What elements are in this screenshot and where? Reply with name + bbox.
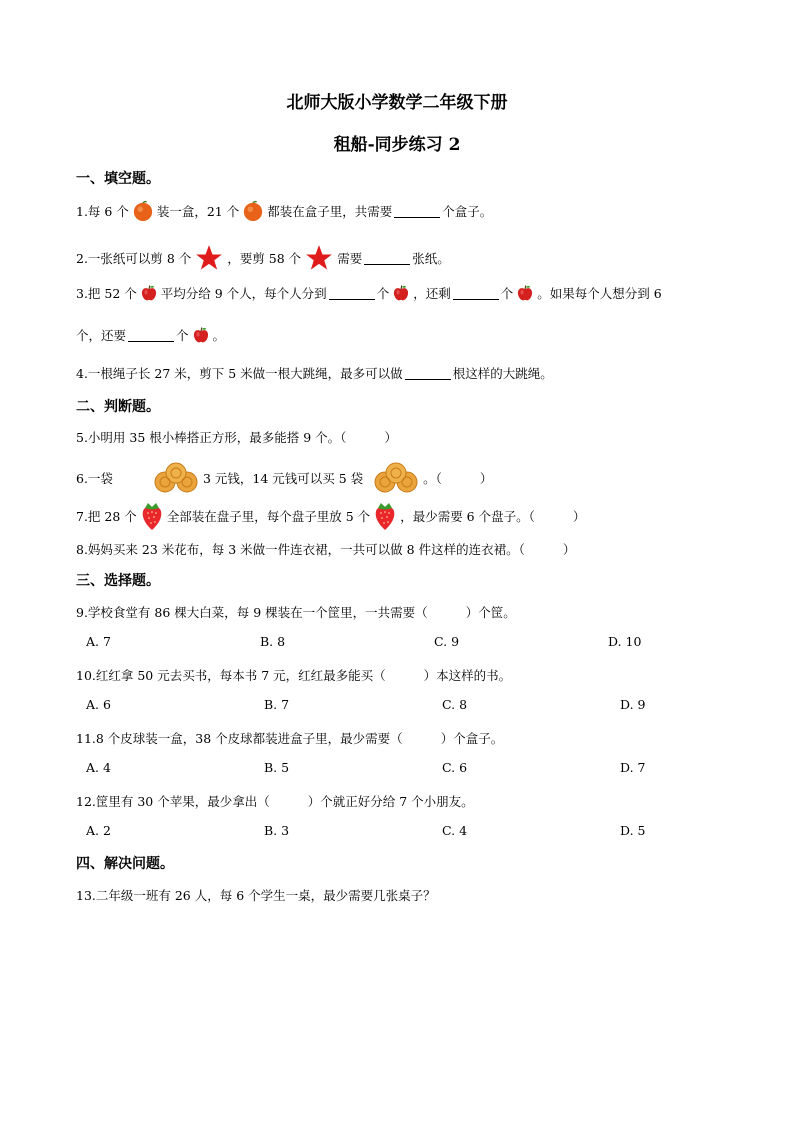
cookie-icon xyxy=(153,462,201,494)
question-3-cont: 个，还要 个 。 xyxy=(76,328,226,343)
red-star-icon xyxy=(194,244,224,272)
question-11: 11.8 个皮球装一盒，38 个皮球都装进盒子里，最少需要（ ）个盒子。 xyxy=(76,731,504,746)
option-b[interactable]: B. 8 xyxy=(260,634,286,649)
option-b[interactable]: B. 5 xyxy=(264,760,290,775)
apple-icon xyxy=(392,284,410,302)
question-1: 1.每 6 个 装一盒，21 个 都装在盒子里，共需要 个盒子。 xyxy=(76,200,492,222)
option-a[interactable]: A. 4 xyxy=(86,760,111,775)
answer-blank[interactable] xyxy=(453,287,499,300)
option-a[interactable]: A. 2 xyxy=(86,823,111,838)
question-8: 8.妈妈买来 23 米花布，每 3 米做一件连衣裙，一共可以做 8 件这样的连衣裙。（ ） xyxy=(76,542,576,557)
question-4: 4.一根绳子长 27 米，剪下 5 米做一根大跳绳，最多可以做 根这样的大跳绳。 xyxy=(76,366,553,381)
strawberry-icon xyxy=(140,500,164,532)
question-2: 2.一张纸可以剪 8 个 ，要剪 58 个 需要 张纸。 xyxy=(76,244,450,272)
question-13: 13.二年级一班有 26 人，每 6 个学生一桌，最少需要几张桌子？ xyxy=(76,888,436,903)
option-d[interactable]: D. 9 xyxy=(620,697,646,712)
section-fill-blank: 一、填空题。 xyxy=(76,171,160,187)
answer-blank[interactable] xyxy=(329,287,375,300)
cookie-icon xyxy=(373,462,421,494)
orange-icon xyxy=(242,200,264,222)
strawberry-icon xyxy=(373,500,397,532)
page-subtitle: 租船-同步练习 2 xyxy=(333,135,461,155)
apple-icon xyxy=(192,326,210,344)
option-c[interactable]: C. 8 xyxy=(442,697,468,712)
question-12: 12.筐里有 30 个苹果，最少拿出（ ）个就正好分给 7 个小朋友。 xyxy=(76,794,474,809)
answer-blank[interactable] xyxy=(364,252,410,265)
question-3: 3.把 52 个 平均分给 9 个人，每个人分到 个 ，还剩 个 。如果每个人想分到 6 xyxy=(76,286,662,301)
option-b[interactable]: B. 7 xyxy=(264,697,290,712)
question-6: 6.一袋 3 元钱，14 元钱可以买 5 袋 。（ ） xyxy=(76,462,492,494)
option-d[interactable]: D. 7 xyxy=(620,760,646,775)
answer-blank[interactable] xyxy=(394,205,440,218)
section-multiple-choice: 三、选择题。 xyxy=(76,573,160,589)
section-true-false: 二、判断题。 xyxy=(76,399,160,415)
option-d[interactable]: D. 5 xyxy=(620,823,646,838)
option-c[interactable]: C. 6 xyxy=(442,760,468,775)
red-star-icon xyxy=(304,244,334,272)
question-10: 10.红红拿 50 元去买书，每本书 7 元，红红最多能买（ ）本这样的书。 xyxy=(76,668,512,683)
option-d[interactable]: D. 10 xyxy=(608,634,642,649)
answer-blank[interactable] xyxy=(128,329,174,342)
option-c[interactable]: C. 4 xyxy=(442,823,468,838)
question-9: 9.学校食堂有 86 棵大白菜，每 9 棵装在一个筐里，一共需要（ ）个筐。 xyxy=(76,605,516,620)
option-c[interactable]: C. 9 xyxy=(434,634,460,649)
option-a[interactable]: A. 6 xyxy=(86,697,111,712)
section-problem-solving: 四、解决问题。 xyxy=(76,856,174,872)
option-a[interactable]: A. 7 xyxy=(86,634,111,649)
orange-icon xyxy=(132,200,154,222)
page-title: 北师大版小学数学二年级下册 xyxy=(286,93,508,113)
apple-icon xyxy=(516,284,534,302)
option-b[interactable]: B. 3 xyxy=(264,823,290,838)
answer-blank[interactable] xyxy=(405,367,451,380)
question-5: 5.小明用 35 根小棒搭正方形，最多能搭 9 个。（ ） xyxy=(76,430,397,445)
apple-icon xyxy=(140,284,158,302)
question-7: 7.把 28 个 全部装在盘子里，每个盘子里放 5 个 ，最少需要 6 个盘子。（ ） xyxy=(76,500,585,532)
